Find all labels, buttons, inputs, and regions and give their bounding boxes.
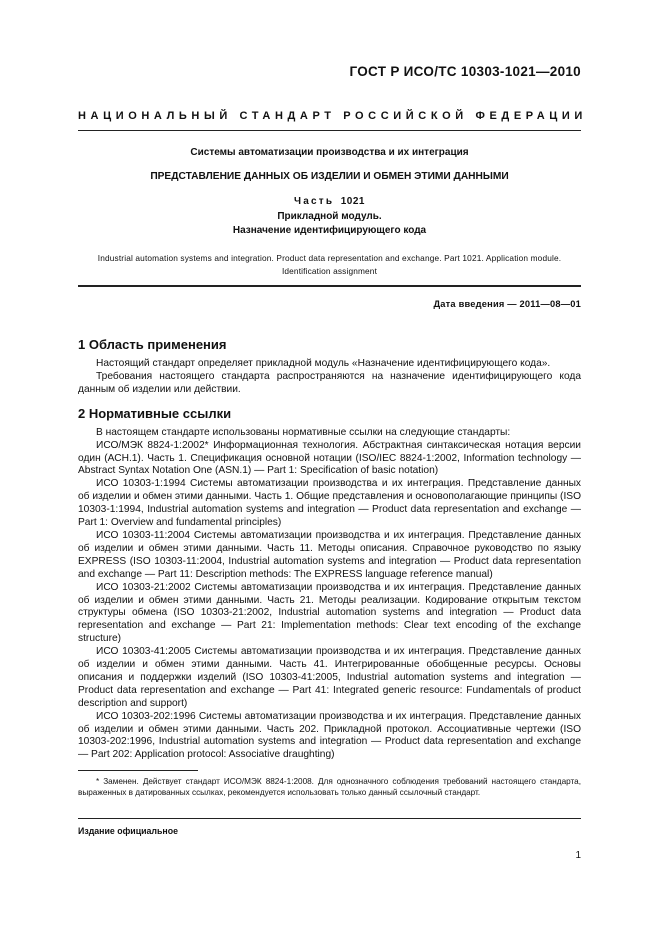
part-value: 1021 [340,196,365,207]
reference-item: ИСО 10303-41:2005 Системы автоматизации производства и их интеграция. Представление данных об изделии и обмен этими данными. Часть 41. Интегрированные обобщенные ресурсы. Основы описания и поддержки изделий (ISO 10303-41:2005, Industrial automation systems and integration — Product data representation and exchange — Part 41: Integrated generic resource: Fundamentals of product description and support) [78,646,581,709]
reference-item: ИСО 10303-202:1996 Системы автоматизации производства и их интеграция. Представление данных об изделии и обмен этими данными. Часть 202. Прикладной протокол. Ассоциативные чертежи (ISO 10303-202:1996, Industrial automation systems and integration — Product data representation and exchange — Part 202: Application protocol: Associative draughting) [78,710,581,761]
reference-item: ИСО 10303-21:2002 Системы автоматизации производства и их интеграция. Представление данных об изделии и обмен этими данными. Часть 21. Методы реализации. Кодирование открытым текстом структуры обмена (ISO 10303-21:2002, Industrial automation systems and integration — Product data representation and exchange — Part 21: Implementation methods: Clear text encoding of the exchange structure) [78,581,581,645]
module-title-line2: Назначение идентифицирующего кода [232,225,427,236]
section-1-paragraph: Требования настоящего стандарта распространяются на назначение идентифицирующего кода данным об изделии или действии. [78,370,581,395]
series-title: Системы автоматизации производства и их интеграция [190,147,469,158]
part-label: Часть [293,196,335,207]
english-title: Industrial automation systems and integration. Product data representation and exchange. Part 1021. Application module. Identification assignment [97,253,562,276]
section-2-intro: В настоящем стандарте использованы нормативные ссылки на следующие стандарты: [96,426,511,438]
reference-item: ИСО 10303-1:1994 Системы автоматизации производства и их интеграция. Представление данных об изделии и обмен этими данными. Часть 1. Общие представления и основополагающие принципы (ISO 10303-1:1994, Industrial automation systems and integration — Product data representation and exchange — Part 1: Overview and fundamental principles) [78,478,581,529]
footnote: * Заменен. Действует стандарт ИСО/МЭК 8824-1:2008. Для однозначного соблюдения требований настоящего стандарта, выраженных в датированных ссылках, рекомендуется использовать только данный ссылочный стандарт. [78,777,581,798]
section-1-heading: 1 Область применения [78,337,227,352]
module-title-line1: Прикладной модуль. [277,211,382,222]
reference-item: ИСО 10303-11:2004 Системы автоматизации производства и их интеграция. Представление данных об изделии и обмен этими данными. Часть 11. Методы описания. Справочное руководство по языку EXPRESS (ISO 10303-11:2004, Industrial automation systems and integration — Product data representation and exchange — Part 11: Description methods: The EXPRESS language reference manual) [78,529,581,580]
document-number: ГОСТ Р ИСО/ТС 10303-1021—2010 [349,64,581,79]
title-divider [78,285,581,287]
footnote-divider [78,770,198,771]
part-number [78,196,581,207]
footer-divider [78,818,581,819]
page-number: 1 [575,850,581,861]
introduction-date: Дата введения — 2011—08—01 [433,299,581,309]
national-standard-banner: НАЦИОНАЛЬНЫЙ СТАНДАРТ РОССИЙСКОЙ ФЕДЕРАЦИИ [78,110,587,122]
section-1-paragraph: Настоящий стандарт определяет прикладной модуль «Назначение идентифицирующего кода». [96,358,551,369]
header-divider [78,130,581,131]
edition-label: Издание официальное [78,826,178,836]
main-title: ПРЕДСТАВЛЕНИЕ ДАННЫХ ОБ ИЗДЕЛИИ И ОБМЕН ЭТИМИ ДАННЫМИ [150,171,509,182]
document-body [78,337,581,762]
section-2-heading: 2 Нормативные ссылки [78,405,232,421]
reference-item: ИСО/МЭК 8824-1:2002* Информационная технология. Абстрактная синтаксическая нотация версии один (АСН.1). Часть 1. Спецификация основной нотации (ISO/IEC 8824-1:2002, Information technology — Abstract Syntax Notation One (ASN.1) — Part 1: Specification of basic notation) [78,439,581,477]
